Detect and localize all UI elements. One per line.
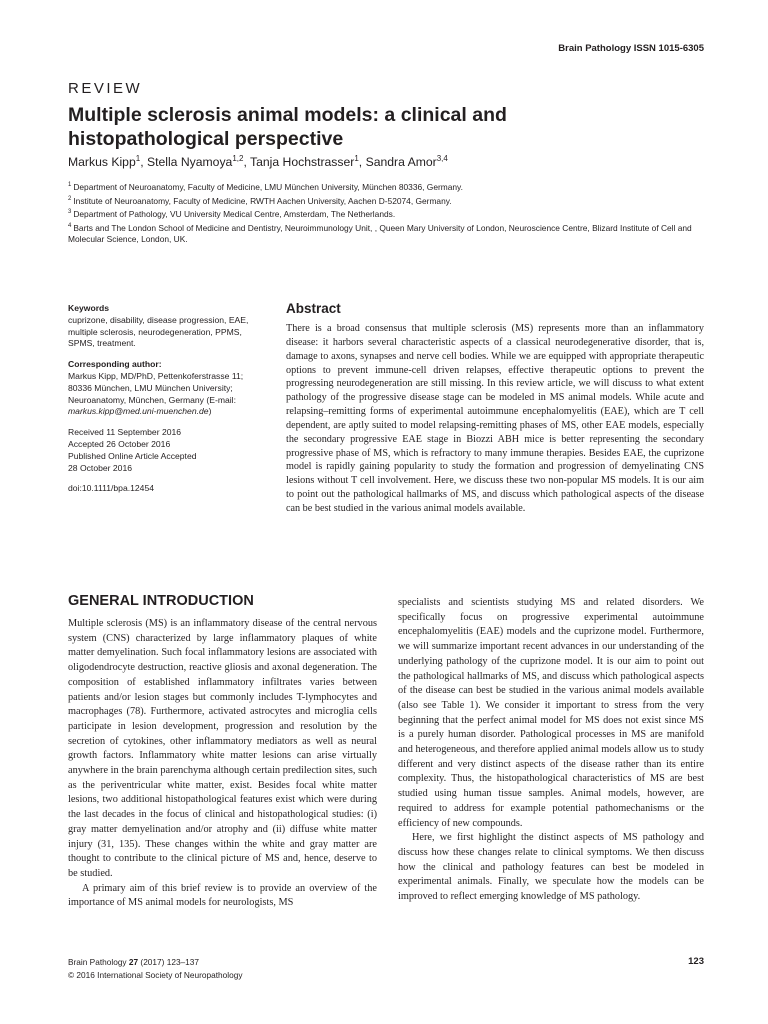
section-heading-introduction: GENERAL INTRODUCTION	[68, 593, 254, 609]
corresponding-author-close: )	[208, 406, 212, 417]
affiliation-text: Institute of Neuroanatomy, Faculty of Medicine, RWTH Aachen University, Aachen D-52074, Germany.	[73, 195, 452, 206]
affiliation-number: 2	[68, 195, 72, 202]
section-label: REVIEW	[68, 80, 143, 97]
corresponding-author-block	[68, 359, 268, 418]
affiliation-item	[68, 180, 718, 194]
footer-year-pages: (2017) 123–137	[138, 957, 200, 967]
author-affiliation-mark: 1	[135, 154, 141, 163]
body-paragraph: Here, we first highlight the distinct aspects of MS pathology and discuss how these changes relate to clinical symptoms. We then discuss how the clinical and pathology features can best be modeled in experimental animals. Finally, we speculate how the models can be improved to reflect emerging knowledge of MS pathology.	[398, 832, 704, 903]
keywords-label: Keywords	[68, 303, 110, 313]
abstract-text: There is a broad consensus that multiple sclerosis (MS) represents more than an inflammatory disease: it harbors several characteristic aspects of a classical neurodegenerative disorder, that is, damage to axons, synapses and nerve cell bodies. While we are equipped with appropriate therapeutic options to prevent immune-cell driven relapses, effective therapeutic options to prevent the progressing neurodegeneration are still missing. In this review article, we will discuss to what extent pathology of the progressive disease stage can be modeled in MS animal models. While acute and relapsing–remitting forms of experimental autoimmune encephalomyelitis (EAE), which are T cell dependent, are aptly suited to model relapsing-remitting phases of MS, other EAE models, especially the secondary progressive EAE stage in Biozzi ABH mice is better representing the secondary progressive phase of MS, which is refractory to many immune therapies. Besides EAE, the cuprizone model is rapidly gaining popularity to study the formation and progression of demyelinating CNS lesions without T cell involvement. Here, we discuss these two non-popular MS models. It is our aim to point out the pathological hallmarks of MS, and discuss which pathological aspects of the disease can be best studied in the various animal models available.	[286, 323, 704, 514]
corresponding-author-address: Markus Kipp, MD/PhD, Pettenkoferstrasse 11; 80336 München, LMU München University; Neuroanatomy, München, Germany (E-mail:	[68, 370, 244, 405]
author-affiliation-mark: 3,4	[436, 154, 448, 163]
affiliation-number: 4	[68, 222, 72, 229]
abstract-heading: Abstract	[286, 301, 341, 316]
footer-citation	[68, 956, 242, 969]
body-column-right	[398, 596, 704, 905]
author-name: Sandra Amor	[365, 155, 437, 170]
footer-journal: Brain Pathology	[68, 957, 129, 967]
accepted-date: Accepted 26 October 2016	[68, 438, 171, 449]
doi[interactable]: doi:10.1111/bpa.12454	[68, 483, 155, 494]
article-title: Multiple sclerosis animal models: a clinical and histopathological perspective	[68, 104, 507, 150]
received-date: Received 11 September 2016	[68, 427, 182, 438]
author-name: Stella Nyamoya	[146, 155, 233, 170]
affiliation-number: 3	[68, 209, 72, 216]
journal-issn-header: Brain Pathology ISSN 1015-6305	[558, 43, 704, 54]
corresponding-author-label: Corresponding author:	[68, 359, 162, 370]
author-name: Markus Kipp	[68, 155, 136, 170]
page-footer	[68, 956, 242, 981]
footer-volume: 27	[128, 957, 139, 967]
affiliation-item	[68, 194, 718, 208]
article-sidebar	[68, 303, 268, 504]
affiliation-item	[68, 221, 718, 246]
author-affiliation-mark: 1,2	[232, 154, 244, 163]
dates-block	[68, 427, 268, 474]
published-label: Published Online Article Accepted	[68, 450, 197, 461]
author-affiliation-mark: 1	[354, 154, 359, 163]
affiliation-text: Department of Pathology, VU University Medical Centre, Amsterdam, The Netherlands.	[73, 208, 396, 219]
affiliation-number: 1	[68, 182, 72, 188]
keywords-block	[68, 303, 268, 350]
body-paragraph: specialists and scientists studying MS and related disorders. We specifically focus on progressive experimental autoimmune encephalomyelitis (EAE) models and the cuprizone model. Furthermore, we will summarize important recent advances in our understanding of the underlying pathology of the cuprizone model. It is our aim to point out the pathological hallmarks of MS, and discuss which pathological aspects of the disease can best be studied in the various animal models available (also see Table 1). We consider it important to stress from the very beginning that the perfect animal model for MS does not exist since MS is a purely human disorder. Pathological processes in MS are manifold and heterogeneous, and therefore applied animal models allow us to study different and very distinct aspects of the disease rather than its entire complexity. Thus, the histopathological characteristics of MS are best studied using human tissue samples. Animal models, however, are required to address for example potential pathomechanisms or the efficiency of new compounds.	[398, 597, 704, 829]
corresponding-author-text	[68, 371, 268, 418]
corresponding-author-email[interactable]: markus.kipp@med.uni-muenchen.de	[68, 406, 209, 417]
footer-copyright: © 2016 International Society of Neuropathology	[68, 969, 243, 980]
affiliations	[68, 180, 718, 246]
affiliation-text: Department of Neuroanatomy, Faculty of Medicine, LMU München University, München 80336, Germany.	[73, 181, 463, 192]
body-column-left	[68, 617, 377, 911]
page-number: 123	[688, 956, 704, 967]
published-date: 28 October 2016	[68, 462, 133, 473]
keywords-text: cuprizone, disability, disease progression, EAE, multiple sclerosis, neurodegeneration, PPMS, SPMS, treatment.	[68, 314, 249, 349]
author-name: Tanja Hochstrasser	[250, 155, 355, 170]
affiliation-text: Barts and The London School of Medicine and Dentistry, Neuroimmunology Unit, , Queen Mary University of London, Neuroscience Centre, Blizard Institute of Cell and Molecular Science, London, UK.	[68, 222, 692, 245]
affiliation-item	[68, 207, 718, 221]
body-paragraph: A primary aim of this brief review is to provide an overview of the importance of MS animal models for neurologists, MS	[68, 882, 377, 909]
author-list: Markus Kipp$^1$, Stella Nyamoya$^{1,2}$, Tanja Hochstrasser$^1$, Sandra Amor$^{3,4}$	[68, 154, 448, 170]
body-paragraph: Multiple sclerosis (MS) is an inflammatory disease of the central nervous system (CNS) characterized by large inflammatory plaques of white matter demyelination. Such focal inflammatory lesions are associated with oligodendrocyte destruction, reactive gliosis and axonal degeneration. The composition of established inflammatory infiltrates varies between patients and/or lesion stages but commonly includes T-lymphocytes and macrophages (78). Furthermore, activated astrocytes and microglia cells participate in lesion development, progression and resolution by the secretion of cytokines, other inflammatory mediators as well as neural growth factors. Inflammatory white matter lesions can arise virtually anywhere in the brain parenchyma although certain predilection sites, such as the periventricular white matter, exist. Besides focal white matter lesions, two additional histopathological features exist which were during the last decades in the focus of clinical and histopathological studies: (i) gray matter demyelination and/or atrophy and (ii) diffuse white matter injury (31, 135). These changes within the white and gray matter are thought to contribute to the clinical picture of MS and, hence, deserve to be studied.	[68, 618, 377, 879]
